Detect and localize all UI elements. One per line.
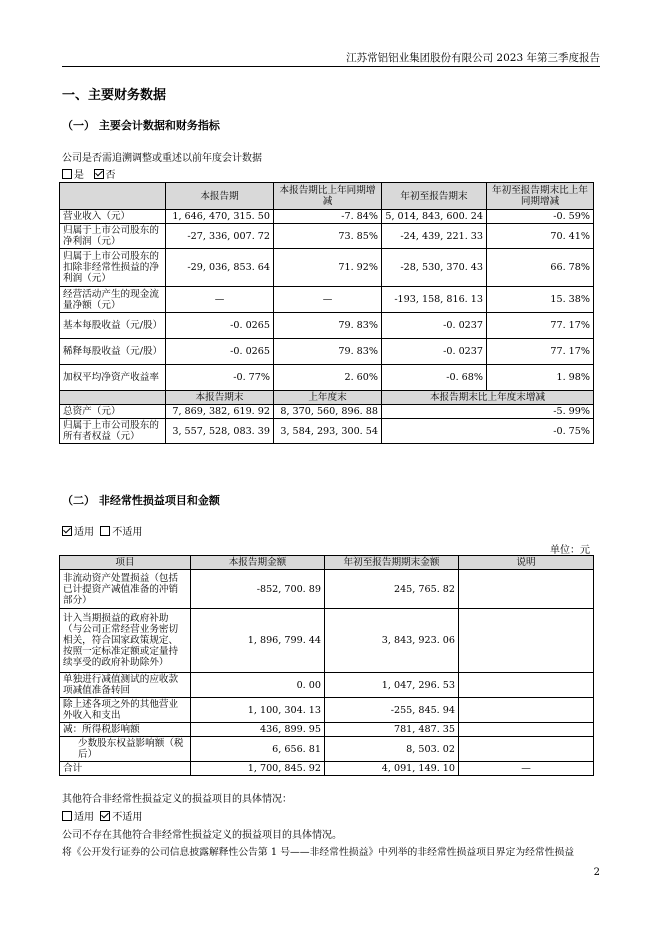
table-cell [459,673,594,698]
table-cell: — [274,287,382,313]
row-label: 计入当期损益的政府补助（与公司正常经营业务密切相关，符合国家政策规定、按照一定标准定额或定量持续享受的政府补助除外） [60,609,191,673]
table-cell: 79. 83% [274,313,382,339]
label-not-applicable-2: 不适用 [112,812,143,823]
label-yes: 是 [74,170,84,181]
table-cell: 1, 100, 304. 13 [191,698,325,723]
table-cell: -5. 99% [382,405,594,419]
table-cell: — [459,762,594,776]
table-cell: 73. 85% [274,224,382,249]
table-header-cell: 本报告期末比上年度末增减 [382,391,594,405]
row-label: 加权平均净资产收益率 [60,365,166,391]
table-cell: 1, 700, 845. 92 [191,762,325,776]
table-header-cell [60,391,166,405]
restatement-options [62,166,116,181]
table-cell: -0. 75% [382,419,594,444]
applicability-options [62,523,142,538]
row-label: 总资产（元） [60,405,166,419]
table-cell: 3, 843, 923. 06 [325,609,459,673]
table-row [60,762,594,776]
table-cell: 4, 091, 149. 10 [325,762,459,776]
table-cell: 15. 38% [487,287,594,313]
non-recurring-items-table [59,555,594,776]
table-cell: 3, 557, 528, 083. 39 [166,419,274,444]
table-row [60,570,594,609]
table-header-cell: 本报告期 [166,183,274,210]
table-cell: 5, 014, 843, 600. 24 [382,210,487,224]
table-row [60,698,594,723]
table-row [60,339,594,365]
table-cell: 70. 41% [487,224,594,249]
table-cell: -29, 036, 853. 64 [166,249,274,287]
checkbox-applicable[interactable] [62,526,72,536]
table-cell: -7. 84% [274,210,382,224]
applicability-options-2 [62,808,142,823]
table-cell [459,698,594,723]
paragraph-other-items: 其他符合非经常性损益定义的损益项目的具体情况： [62,794,292,805]
table-cell: -0. 68% [382,365,487,391]
row-label: 稀释每股收益（元/股） [60,339,166,365]
section-title-main-financial-data: 一、主要财务数据 [62,88,167,103]
table-cell: -255, 845. 94 [325,698,459,723]
table-cell [459,723,594,737]
page-header-title: 江苏常铝铝业集团股份有限公司 2023 年第三季度报告 [346,52,600,64]
table-cell: 1, 047, 296. 53 [325,673,459,698]
table-row [60,210,594,224]
row-label: 归属于上市公司股东的扣除非经常性损益的净利润（元） [60,249,166,287]
checkbox-applicable-2[interactable] [62,811,72,821]
checkbox-not-applicable[interactable] [100,526,110,536]
table-cell: -193, 158, 816. 13 [382,287,487,313]
table-header-cell: 本报告期金额 [191,556,325,570]
table-cell: — [166,287,274,313]
table-cell: -0. 59% [487,210,594,224]
subsection-title-non-recurring: （二） 非经常性损益项目和金额 [62,494,220,507]
label-applicable-2: 适用 [74,812,94,823]
row-label: 除上述各项之外的其他营业外收入和支出 [60,698,191,723]
table-row [60,419,594,444]
table-cell: -0. 0237 [382,313,487,339]
table-cell: -27, 336, 007. 72 [166,224,274,249]
table-cell: 7, 869, 382, 619. 92 [166,405,274,419]
row-label: 合计 [60,762,191,776]
table-header-cell [60,183,166,210]
table-cell: 436, 899. 95 [191,723,325,737]
table-row [60,673,594,698]
table-cell: 71. 92% [274,249,382,287]
table-cell: 6, 656. 81 [191,737,325,762]
checkbox-no[interactable] [94,169,104,179]
checkbox-yes[interactable] [62,169,72,179]
table-cell: -28, 530, 370. 43 [382,249,487,287]
row-label: 非流动资产处置损益（包括已计提资产减值准备的冲销部分） [60,570,191,609]
row-label: 少数股东权益影响额（税后） [60,737,191,762]
table-cell: 1. 98% [487,365,594,391]
table-cell: -0. 77% [166,365,274,391]
table-cell: 3, 584, 293, 300. 54 [274,419,382,444]
table-header-cell: 年初至报告期期末金额 [325,556,459,570]
table-header-cell: 本报告期末 [166,391,274,405]
table-cell: 8, 503. 02 [325,737,459,762]
table-row [60,365,594,391]
label-applicable: 适用 [74,527,94,538]
table-header-cell: 项目 [60,556,191,570]
unit-label: 单位：元 [550,545,590,556]
table-cell: 66. 78% [487,249,594,287]
subsection-title-accounting-data: （一） 主要会计数据和财务指标 [62,119,220,132]
header-divider [62,66,600,67]
table-cell: 1, 646, 470, 315. 50 [166,210,274,224]
table-cell [459,609,594,673]
table-header-cell: 年初至报告期末比上年同期增减 [487,183,594,210]
table-cell: 77. 17% [487,313,594,339]
table-cell [459,570,594,609]
table-header-cell: 说明 [459,556,594,570]
row-label: 减：所得税影响额 [60,723,191,737]
table-cell: 0. 00 [191,673,325,698]
table-cell: 245, 765. 82 [325,570,459,609]
table-header-cell: 本报告期比上年同期增减 [274,183,382,210]
table-row [60,249,594,287]
restatement-question: 公司是否需追溯调整或重述以前年度会计数据 [62,153,262,164]
row-label: 基本每股收益（元/股） [60,313,166,339]
row-label: 经营活动产生的现金流量净额（元） [60,287,166,313]
key-financial-data-table [59,182,594,444]
row-label: 归属于上市公司股东的净利润（元） [60,224,166,249]
table-cell: 2. 60% [274,365,382,391]
table-cell: -852, 700. 89 [191,570,325,609]
table-cell: -0. 0237 [382,339,487,365]
table-cell: 8, 370, 560, 896. 88 [274,405,382,419]
table-row [60,737,594,762]
label-not-applicable: 不适用 [112,527,143,538]
row-label: 单独进行减值测试的应收款项减值准备转回 [60,673,191,698]
label-no: 否 [105,170,116,181]
page-number: 2 [593,867,600,878]
table-header-cell: 上年度末 [274,391,382,405]
paragraph-reclassification: 将《公开发行证券的公司信息披露解释性公告第 1 号——非经常性损益》中列举的非经常性损益项目界定为经常性损益 [62,847,575,858]
table-cell: 77. 17% [487,339,594,365]
table-cell: -24, 439, 221. 33 [382,224,487,249]
table-row [60,287,594,313]
table-cell [459,737,594,762]
table-cell: 1, 896, 799. 44 [191,609,325,673]
table-row [60,313,594,339]
table-row [60,224,594,249]
table-header-cell: 年初至报告期末 [382,183,487,210]
table-cell: -0. 0265 [166,313,274,339]
table-cell: -0. 0265 [166,339,274,365]
checkbox-not-applicable-2[interactable] [100,811,110,821]
table-row [60,405,594,419]
table-row [60,723,594,737]
table-cell: 781, 487. 35 [325,723,459,737]
table-cell: 79. 83% [274,339,382,365]
paragraph-no-other-items: 公司不存在其他符合非经常性损益定义的损益项目的具体情况。 [62,830,342,841]
table-row [60,609,594,673]
row-label: 归属于上市公司股东的所有者权益（元） [60,419,166,444]
row-label: 营业收入（元） [60,210,166,224]
